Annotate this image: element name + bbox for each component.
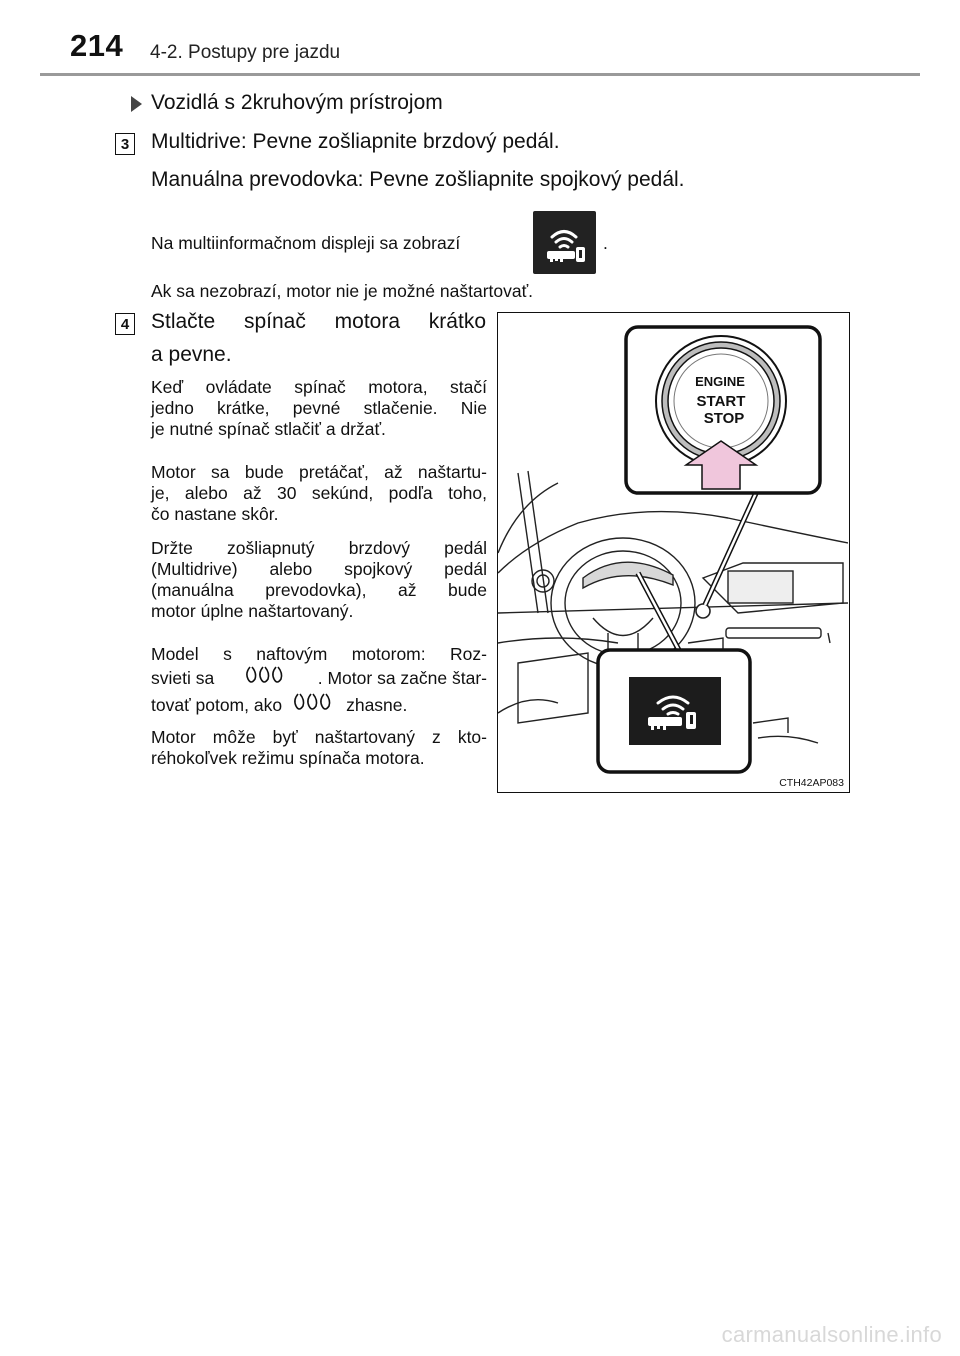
p4-line-2-start: svieti sa	[151, 668, 215, 688]
p1-line-1: Keď ovládate spínač motora, stačí	[151, 377, 487, 397]
p4-line-2	[151, 665, 487, 692]
step-4-paragraph-2	[151, 462, 487, 525]
p2-line-2: je, alebo až 30 sekúnd, podľa toho,	[151, 483, 487, 503]
p5-line-2: réhokoľvek režimu spínača motora.	[151, 748, 425, 768]
p2-line-3: čo nastane skôr.	[151, 504, 279, 524]
step-3-line-2: Manuálna prevodovka: Pevne zošliapnite spojkový pedál.	[151, 168, 685, 191]
p4-line-2-end: . Motor sa začne štar-	[317, 668, 487, 688]
bullet-triangle-icon	[131, 96, 142, 112]
watermark: carmanualsonline.info	[721, 1322, 942, 1347]
dashboard-drawing	[498, 313, 848, 791]
figure-code: CTH42AP083	[779, 777, 844, 789]
step-4-paragraph-4	[151, 644, 487, 719]
p3-line-4: motor úplne naštartovaný.	[151, 601, 354, 621]
glow-plug-indicator-icon	[292, 692, 336, 719]
p2-line-1: Motor sa bude pretáčať, až naštartu-	[151, 462, 487, 482]
button-label-engine: ENGINE	[695, 374, 745, 389]
p1-line-2: jedno krátke, pevné stlačenie. Nie	[151, 398, 487, 418]
button-label-start: START	[696, 393, 746, 410]
p4-line-3-end: zhasne.	[346, 695, 408, 715]
step-4-paragraph-3	[151, 538, 487, 622]
p4-line-3	[151, 692, 487, 719]
step-3-note-1-end: .	[603, 233, 608, 253]
step-4-badge: 4	[115, 313, 135, 335]
p3-line-2: (Multidrive) alebo spojkový pedál	[151, 559, 487, 579]
p3-line-3: (manuálna prevodovka), až bude	[151, 580, 487, 600]
step-4-line-1: Stlačte spínač motora krátko	[151, 310, 486, 333]
step-3-badge: 3	[115, 133, 135, 155]
step-3-note-1-text: Na multiinformačnom displeji sa zobrazí	[151, 233, 461, 253]
step-4-paragraph-1	[151, 377, 487, 440]
step-3-note-2: Ak sa nezobrazí, motor nie je možné naštartovať.	[151, 281, 534, 301]
step-4-line-2: a pevne.	[151, 343, 232, 366]
p1-line-3: je nutné spínač stlačiť a držať.	[151, 419, 386, 439]
button-label-stop: STOP	[703, 410, 745, 427]
p4-line-1: Model s naftovým motorom: Roz-	[151, 644, 487, 664]
step-3-line-1: Multidrive: Pevne zošliapnite brzdový pedál.	[151, 130, 560, 153]
key-wireless-indicator-icon	[533, 211, 596, 274]
p4-line-3-start: tovať potom, ako	[151, 695, 283, 715]
engine-start-illustration	[497, 312, 850, 793]
section-title: 4-2. Postupy pre jazdu	[150, 42, 341, 63]
step-4-paragraph-5	[151, 727, 487, 769]
glow-plug-indicator-icon	[244, 665, 288, 692]
p5-line-1: Motor môže byť naštartovaný z kto-	[151, 727, 487, 747]
page-number: 214	[70, 28, 124, 63]
step-3-note-1	[151, 233, 460, 254]
subheading: Vozidlá s 2kruhovým prístrojom	[151, 91, 443, 114]
p3-line-1: Držte zošliapnutý brzdový pedál	[151, 538, 487, 558]
header-divider	[40, 73, 920, 76]
